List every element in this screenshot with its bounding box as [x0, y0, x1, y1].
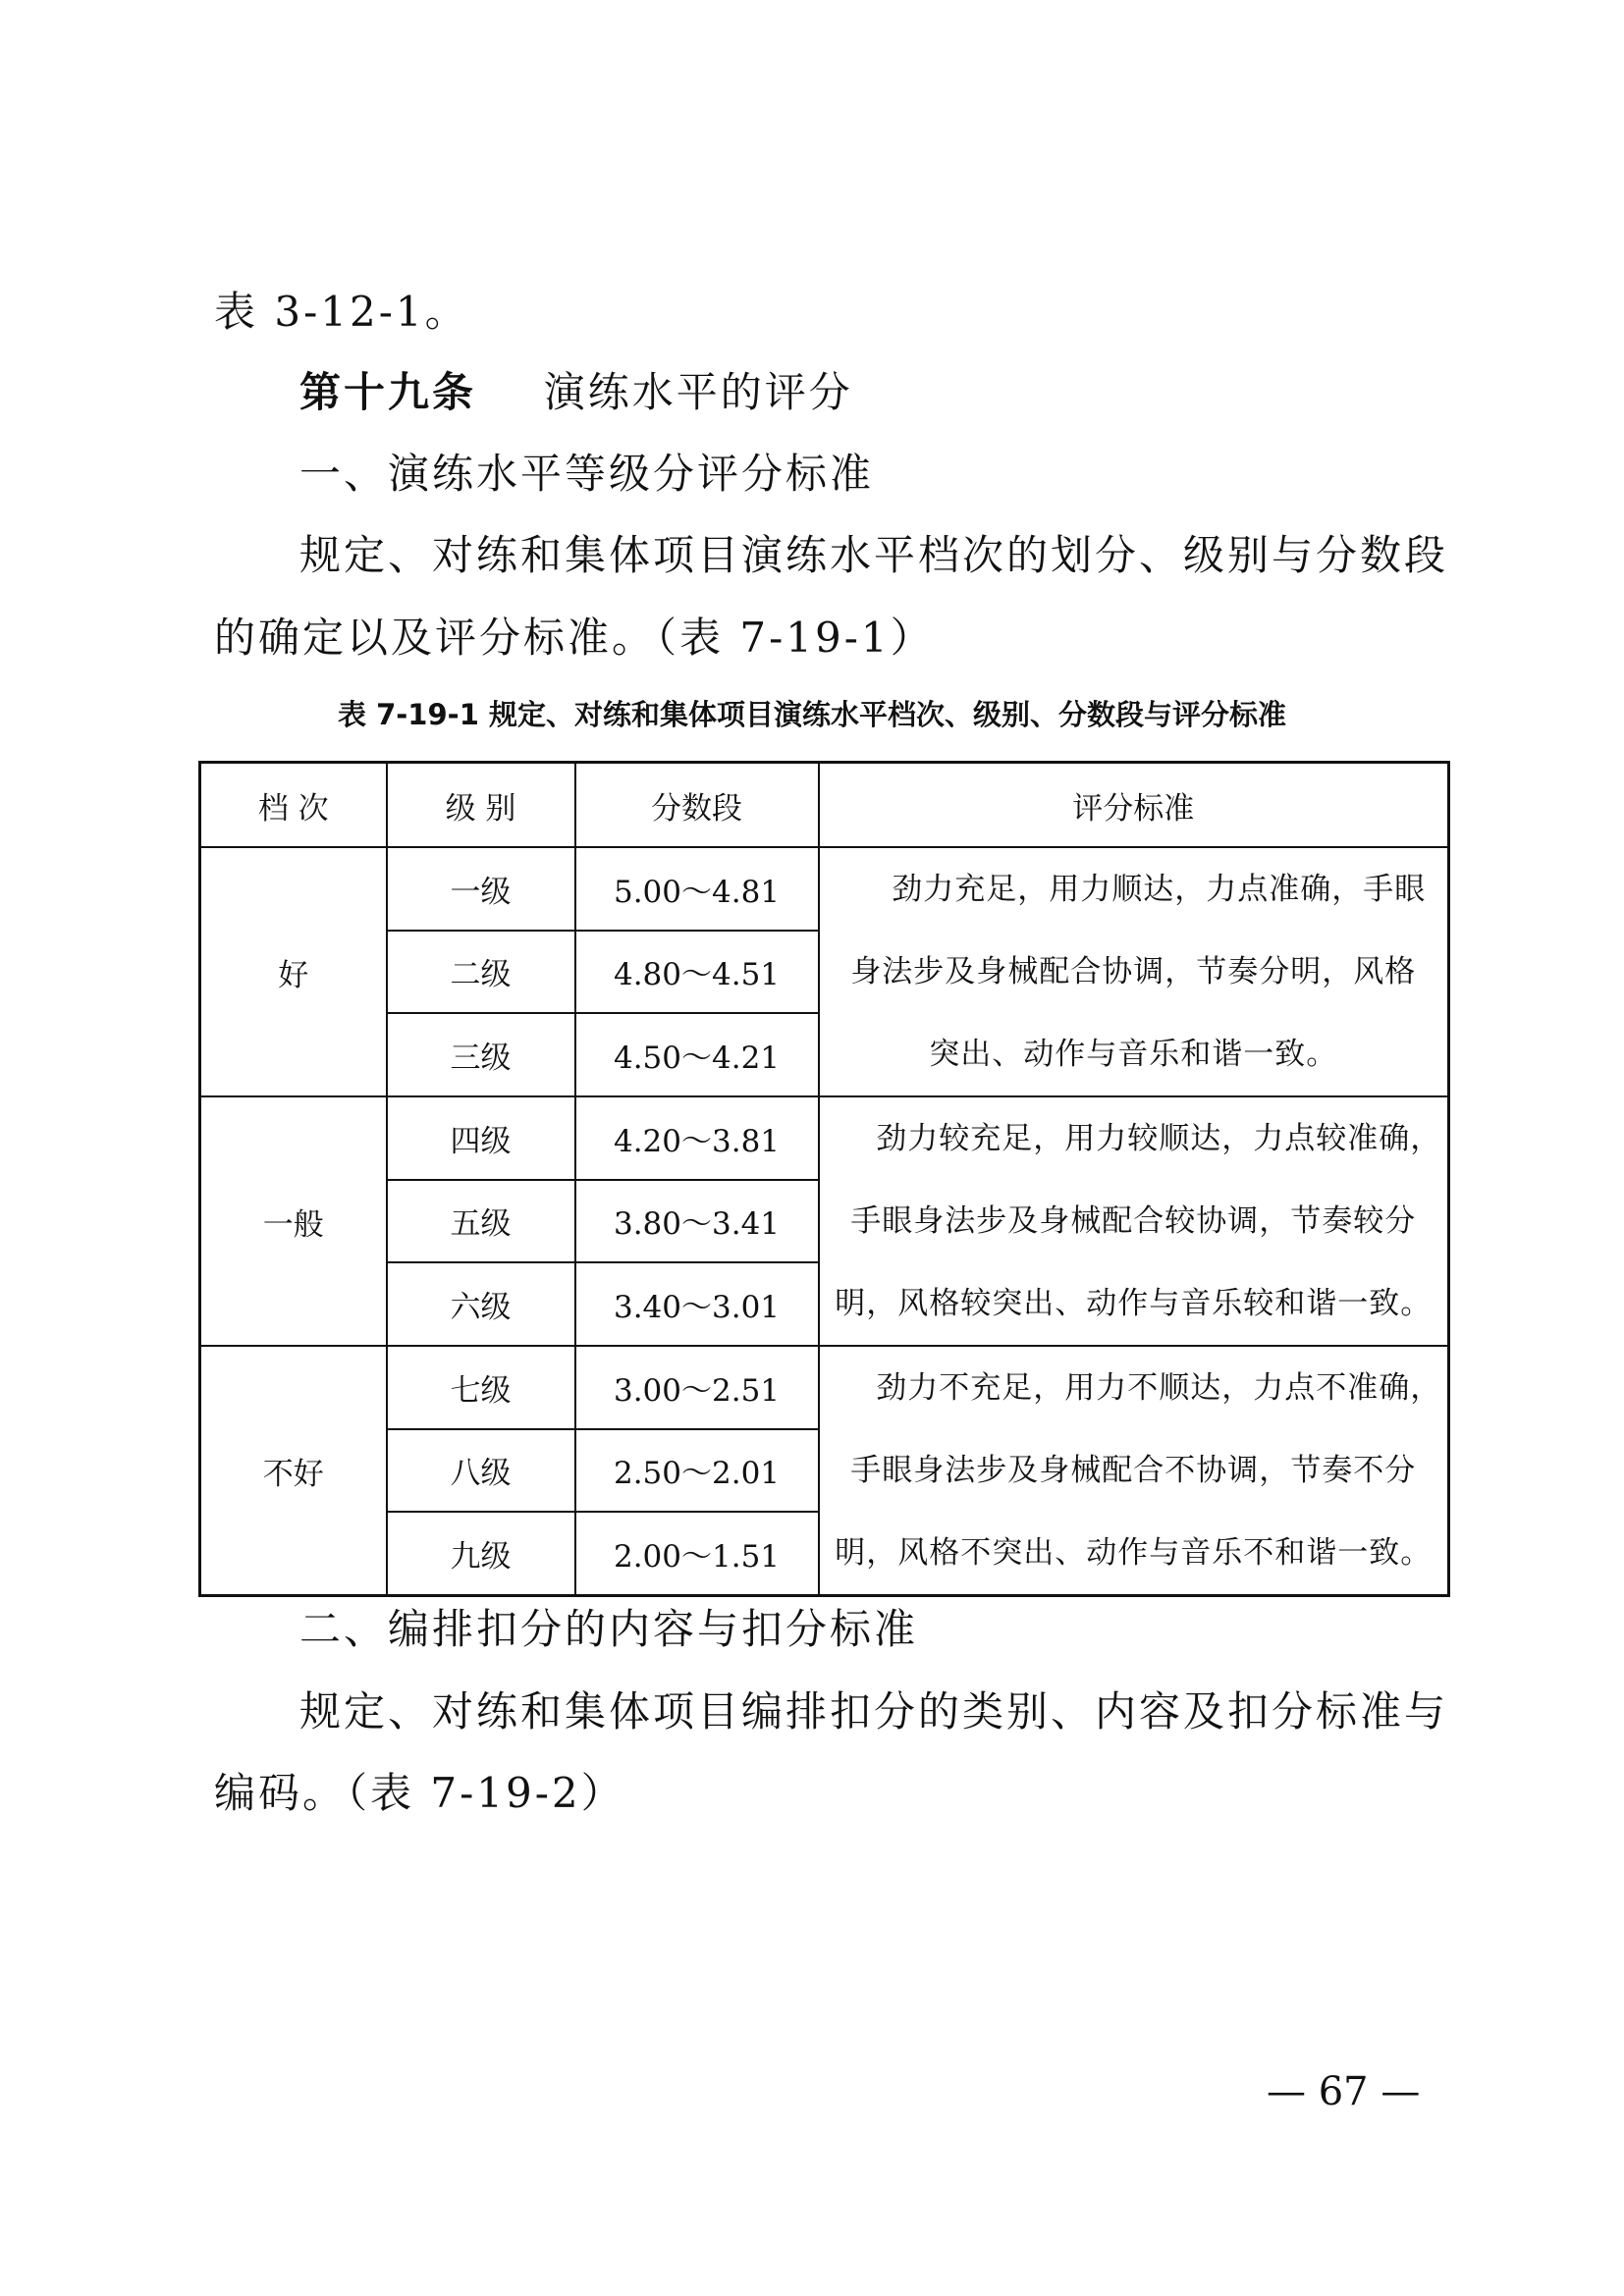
page-number: — 67 —: [1267, 2069, 1421, 2114]
range-cell: 4.50～4.21: [575, 1013, 819, 1096]
criteria-line: 明，风格不突出、动作与音乐不和谐一致。: [835, 1535, 1433, 1571]
criteria-line: 劲力不充足，用力不顺达，力点不准确，: [876, 1370, 1442, 1406]
criteria-line: 劲力较充足，用力较顺达，力点较准确，: [876, 1121, 1442, 1156]
header-grade: 档 次: [200, 763, 387, 848]
level-cell: 九级: [387, 1512, 575, 1595]
article-number: 第十九条: [299, 368, 477, 416]
criteria-cell: [819, 1096, 1449, 1346]
section1-heading: 一、演练水平等级分评分标准: [299, 450, 875, 498]
level-cell: 七级: [387, 1346, 575, 1429]
para1-line1: 规定、对练和集体项目演练水平档次的划分、级别与分数段: [299, 531, 1449, 579]
range-cell: 4.20～3.81: [575, 1096, 819, 1180]
intro-tail-text: 表 3-12-1。: [214, 288, 469, 336]
para2-line1: 规定、对练和集体项目编排扣分的类别、内容及扣分标准与: [299, 1687, 1449, 1735]
range-cell: 5.00～4.81: [575, 847, 819, 931]
range-cell: 3.00～2.51: [575, 1346, 819, 1429]
para1-line2: 的确定以及评分标准。（表 7-19-1）: [214, 614, 935, 662]
range-cell: 2.50～2.01: [575, 1429, 819, 1513]
criteria-cell: [819, 847, 1449, 1096]
grade-cell: 不好: [200, 1346, 387, 1596]
table-caption: 表 7-19-1 规定、对练和集体项目演练水平档次、级别、分数段与评分标准: [338, 698, 1286, 731]
header-criteria: 评分标准: [819, 763, 1449, 848]
level-cell: 八级: [387, 1429, 575, 1513]
level-cell: 六级: [387, 1262, 575, 1346]
level-cell: 三级: [387, 1013, 575, 1096]
table-row: [200, 1346, 1449, 1429]
table-row: [200, 847, 1449, 931]
section2-heading: 二、编排扣分的内容与扣分标准: [299, 1605, 919, 1653]
range-cell: 3.40～3.01: [575, 1262, 819, 1346]
level-cell: 一级: [387, 847, 575, 931]
header-level: 级 别: [387, 763, 575, 848]
range-cell: 2.00～1.51: [575, 1512, 819, 1595]
level-cell: 二级: [387, 931, 575, 1014]
grade-cell: 好: [200, 847, 387, 1096]
criteria-cell: [819, 1346, 1449, 1596]
range-cell: 3.80～3.41: [575, 1180, 819, 1263]
score-table: [198, 761, 1450, 1597]
article-heading: [299, 365, 853, 420]
article-title: 演练水平的评分: [543, 368, 853, 416]
criteria-line: 手眼身法步及身械配合较协调，节奏较分: [850, 1203, 1417, 1239]
level-cell: 四级: [387, 1096, 575, 1180]
header-range: 分数段: [575, 763, 819, 848]
criteria-line: 明，风格较突出、动作与音乐较和谐一致。: [835, 1286, 1433, 1321]
level-cell: 五级: [387, 1180, 575, 1263]
criteria-line: 突出、动作与音乐和谐一致。: [929, 1037, 1338, 1072]
para2-line2: 编码。（表 7-19-2）: [214, 1769, 625, 1817]
range-cell: 4.80～4.51: [575, 931, 819, 1014]
table-row: [200, 1096, 1449, 1180]
criteria-line: 身法步及身械配合协调，节奏分明，风格: [850, 954, 1417, 989]
table-header-row: [200, 763, 1449, 848]
criteria-line: 劲力充足，用力顺达，力点准确，手眼: [892, 872, 1427, 907]
criteria-line: 手眼身法步及身械配合不协调，节奏不分: [850, 1453, 1417, 1488]
grade-cell: 一般: [200, 1096, 387, 1346]
